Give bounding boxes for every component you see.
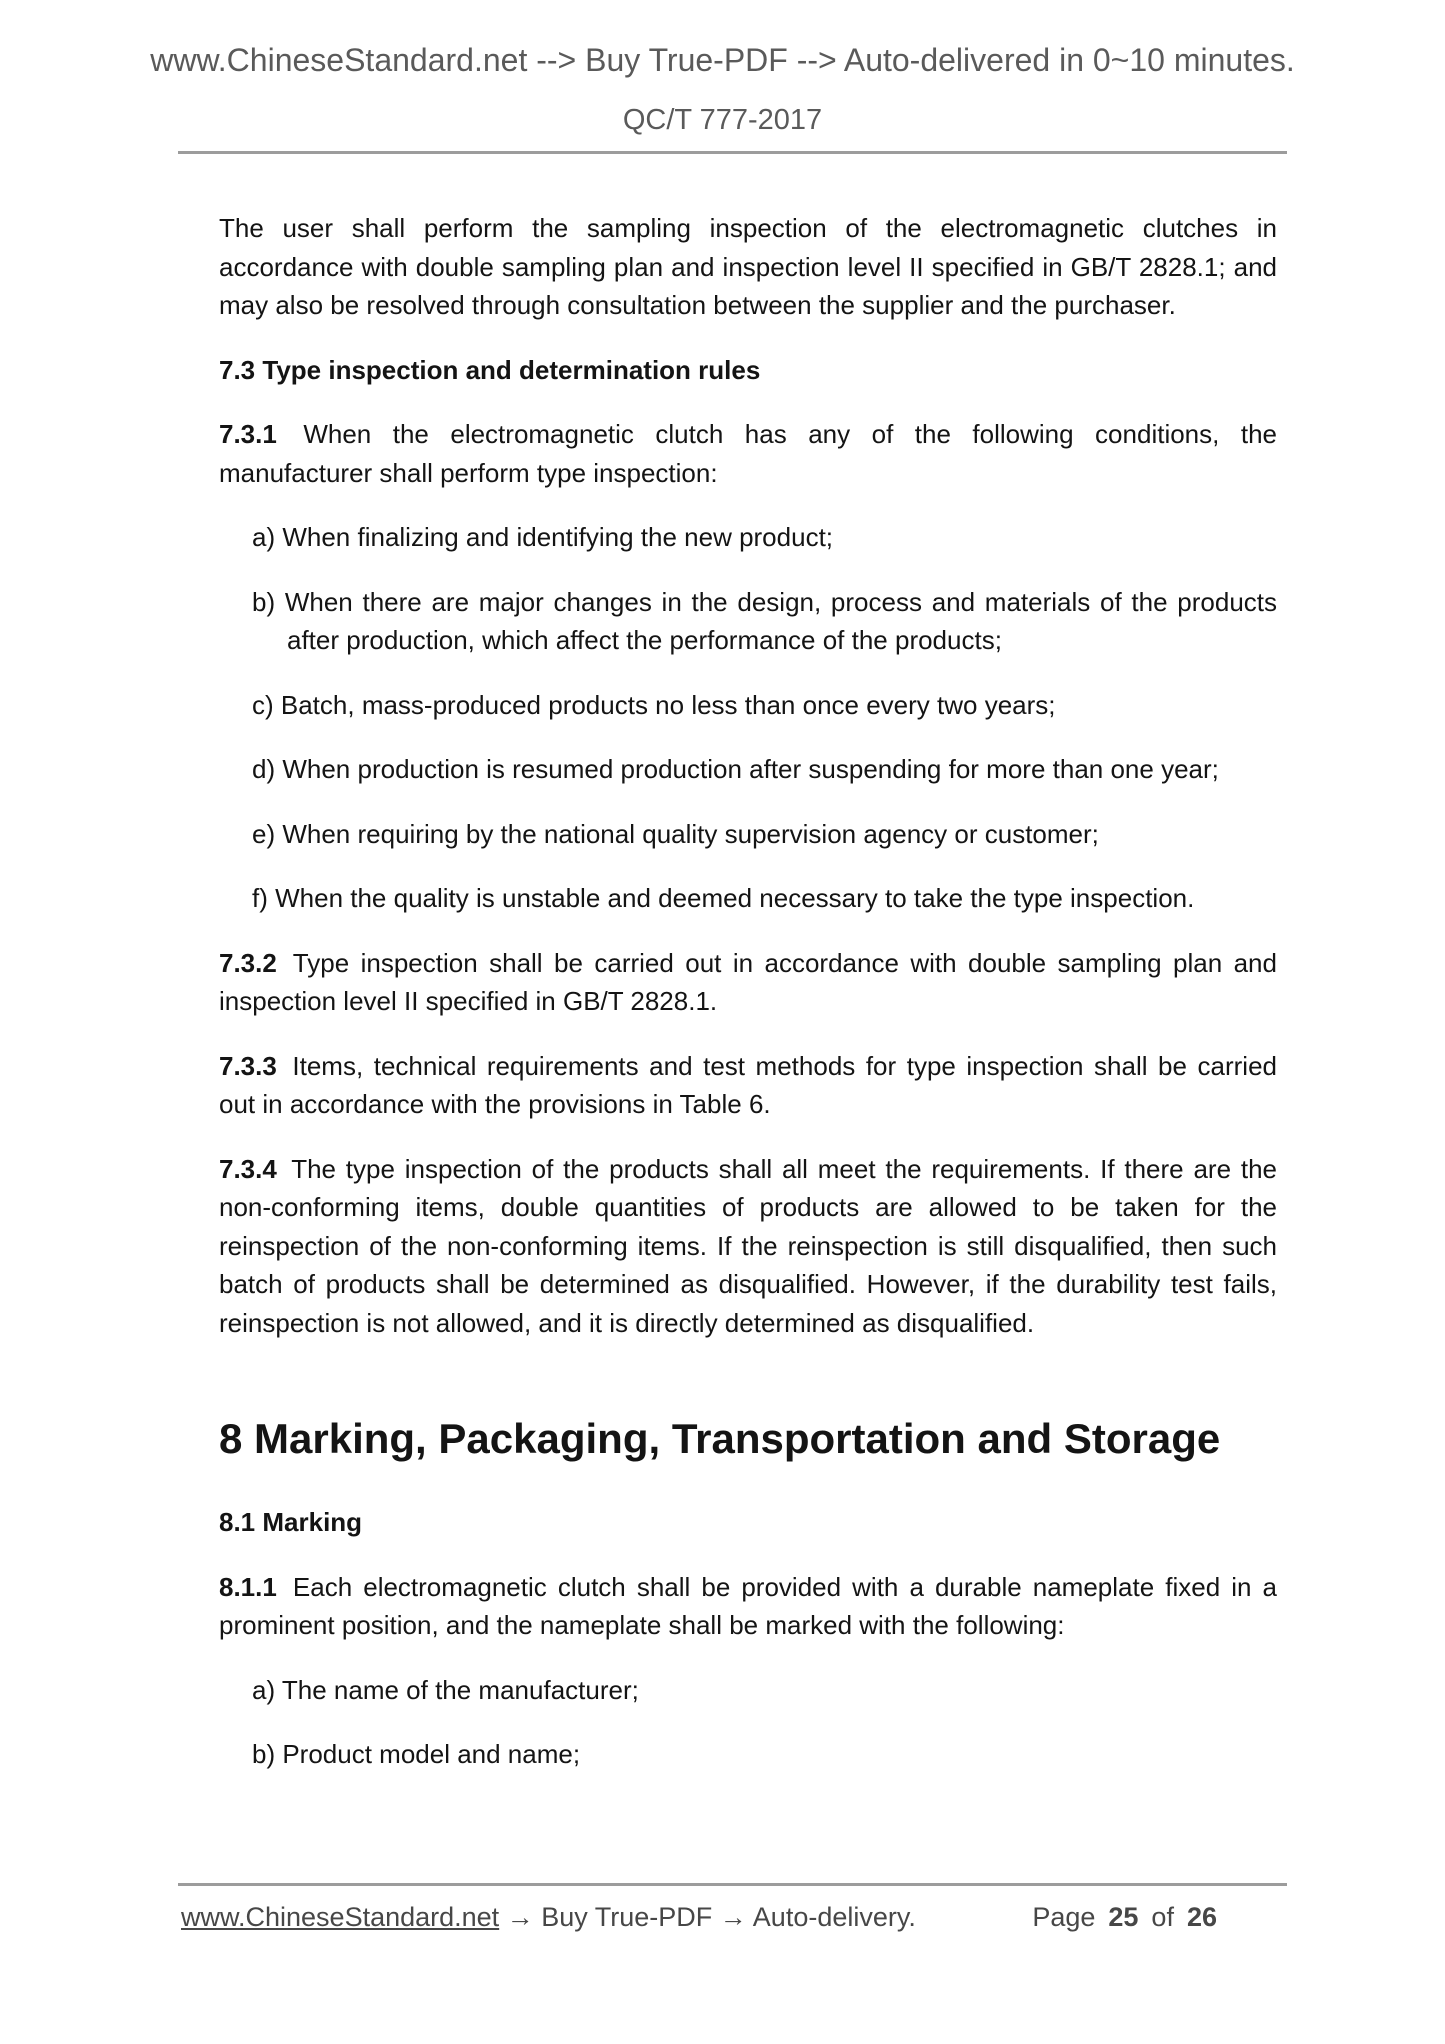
footer-divider (178, 1883, 1287, 1886)
clause-7-3-3-text: Items, technical requirements and test methods for type inspection shall be carried out in accordance with the provisions in Table 6. (219, 1050, 1277, 1119)
section-8-heading: 8 Marking, Packaging, Transportation and Storage (219, 1415, 1221, 1462)
clause-7-3-4-text: The type inspection of the products shall all meet the requirements. If there are the non-conforming items, double quantities of products are allowed to be taken for the reinspection of the non-conforming items. If the reinspection is still disqualified, then such batch of products shall be determined as disqualified. However, if the durability test fails, reinspection is not allowed, and it is directly determined as disqualified. (219, 1153, 1277, 1338)
clause-7-3-4-number: 7.3.4 (219, 1153, 277, 1184)
nameplate-item-b: b) Product model and name; (252, 1739, 581, 1769)
clause-8-1-1-number: 8.1.1 (219, 1571, 277, 1602)
footer-promo (178, 1899, 916, 1935)
condition-item-a: a) When finalizing and identifying the new product; (252, 522, 834, 552)
clause-7-3-1-text: When the electromagnetic clutch has any of the following conditions, the manufacturer shall perform type inspection: (219, 419, 1277, 488)
header-divider (178, 151, 1287, 154)
condition-item-b: b) When there are major changes in the design, process and materials of the products after production, which affect the performance of the products; (252, 586, 1277, 655)
clause-7-3-2-text: Type inspection shall be carried out in accordance with double sampling plan and inspection level II specified in GB/T 2828.1. (219, 947, 1277, 1016)
of-label: of (1151, 1902, 1174, 1932)
section-8-1-heading: 8.1 Marking (219, 1507, 363, 1537)
clause-7-3-2-number: 7.3.2 (219, 947, 277, 978)
page-footer (178, 1899, 1287, 1935)
footer-action-delivery: Auto-delivery. (752, 1902, 916, 1932)
clause-7-3-1 (219, 415, 1277, 492)
condition-item-d: d) When production is resumed production after suspending for more than one year; (252, 754, 1219, 784)
footer-site-link[interactable]: www.ChineseStandard.net (181, 1902, 500, 1932)
footer-action-buy: Buy True-PDF (541, 1902, 713, 1932)
page-current: 25 (1108, 1902, 1139, 1932)
document-body (219, 209, 1277, 1774)
clause-7-3-2 (219, 944, 1277, 1021)
condition-item-f: f) When the quality is unstable and deemed necessary to take the type inspection. (252, 883, 1195, 913)
condition-item-c: c) Batch, mass-produced products no less than once every two years; (252, 689, 1056, 720)
clause-7-3-4 (219, 1150, 1277, 1343)
standard-number: QC/T 777-2017 (622, 104, 823, 136)
section-7-3-heading: 7.3 Type inspection and determination rules (219, 354, 761, 385)
page-total: 26 (1186, 1902, 1217, 1932)
arrow-right-icon: → (719, 1902, 747, 1932)
clause-7-3-1-number: 7.3.1 (219, 419, 277, 449)
clause-8-1-1-text: Each electromagnetic clutch shall be provided with a durable nameplate fixed in a prominent position, and the nameplate shall be marked with the following: (219, 1571, 1277, 1640)
clause-7-3-3-number: 7.3.3 (219, 1050, 277, 1081)
page-label: Page (1032, 1902, 1096, 1932)
nameplate-item-a: a) The name of the manufacturer; (252, 1674, 639, 1705)
header-promo-line: www.ChineseStandard.net --> Buy True-PDF --> Auto-delivered in 0~10 minutes. (150, 42, 1295, 78)
arrow-right-icon: → (506, 1902, 534, 1932)
condition-item-e: e) When requiring by the national quality supervision agency or customer; (252, 818, 1099, 849)
page-indicator (1032, 1899, 1287, 1935)
clause-8-1-1 (219, 1568, 1277, 1645)
clause-7-3-3 (219, 1047, 1277, 1124)
intro-paragraph: The user shall perform the sampling inspection of the electromagnetic clutches in accordance with double sampling plan and inspection level II specified in GB/T 2828.1; and may also be resolved through consultation between the supplier and the purchaser. (219, 213, 1277, 320)
